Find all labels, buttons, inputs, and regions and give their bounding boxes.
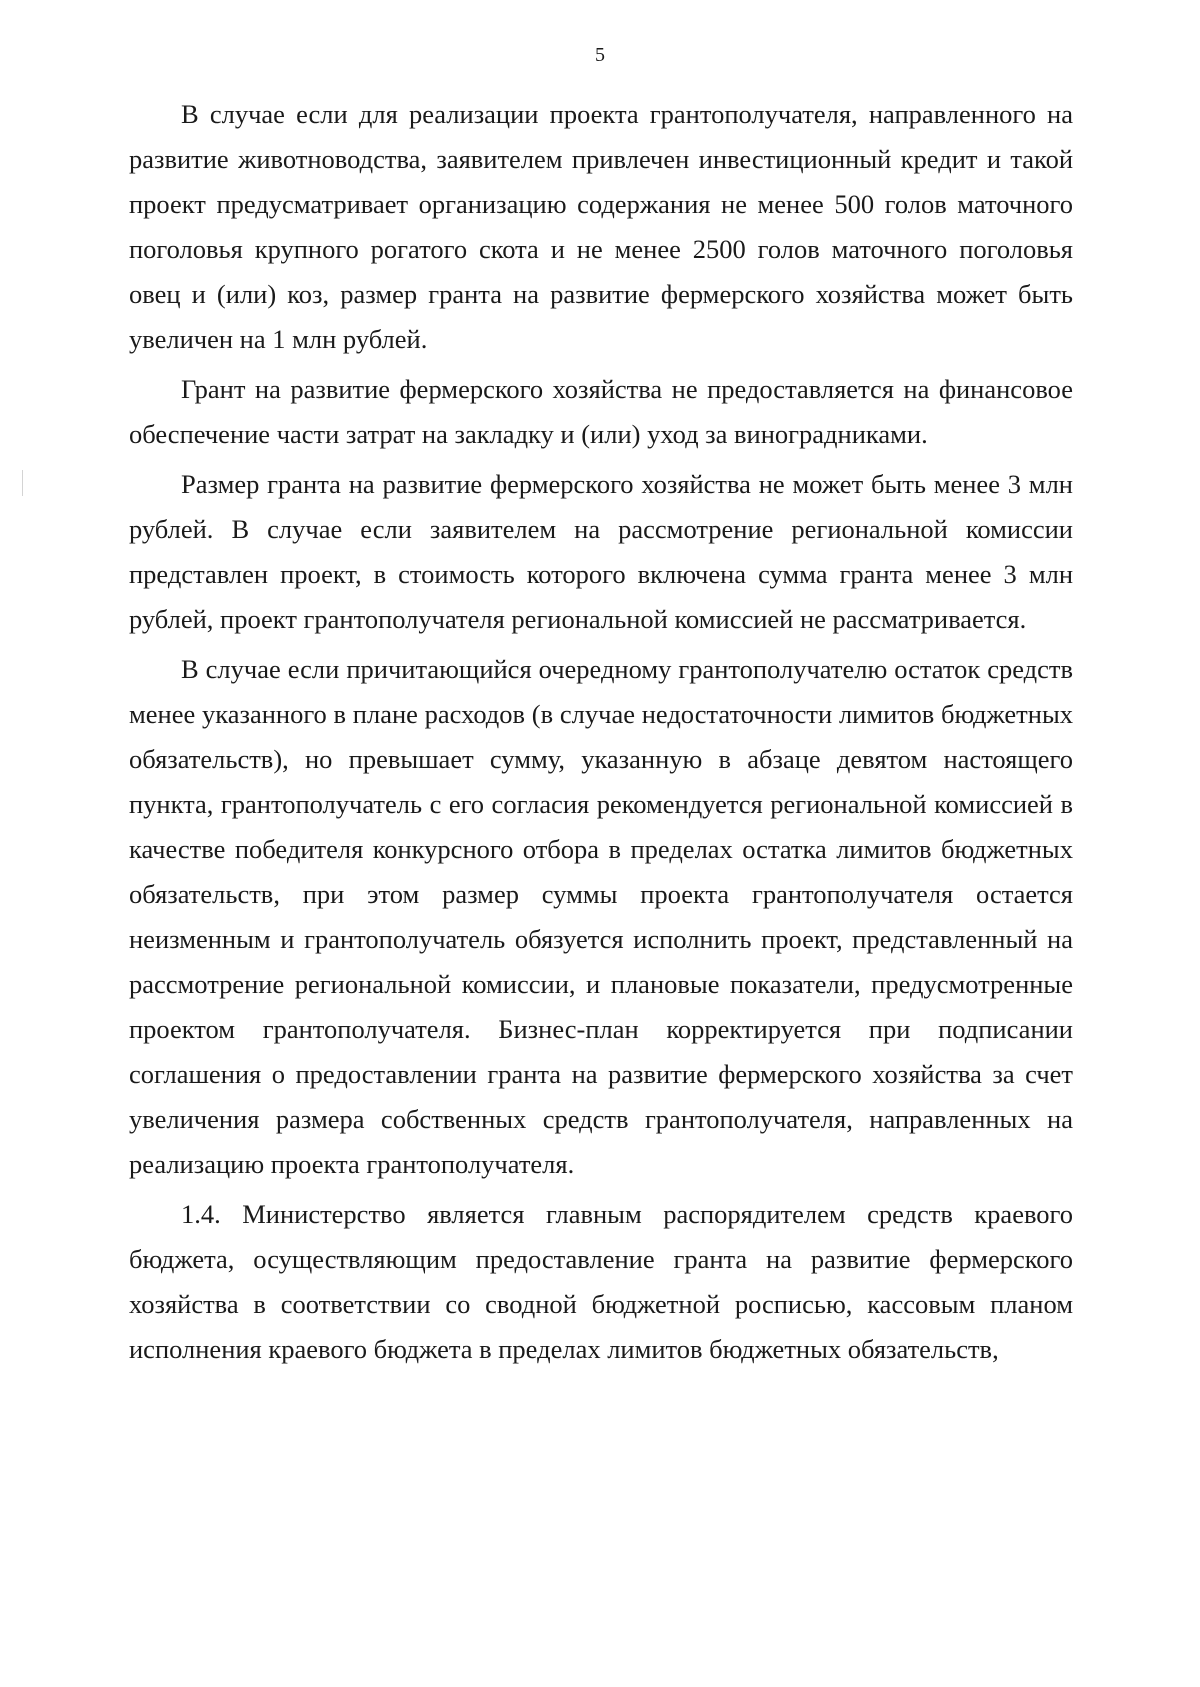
scan-margin-mark	[22, 470, 23, 496]
paragraph-livestock-grant-increase: В случае если для реализации проекта грантополучателя, направленного на развитие животноводства, заявителем привлечен инвестиционный кредит и такой проект предусматривает организацию содержания не менее 500 голов маточного поголовья крупного рогатого скота и не менее 2500 голов маточного поголовья овец и (или) коз, размер гранта на развитие фермерского хозяйства может быть увеличен на 1 млн рублей.	[129, 99, 1073, 354]
body-text	[129, 92, 1073, 1372]
paragraph-ministry-role: 1.4. Министерство является главным распорядителем средств краевого бюджета, осуществляющим предоставление гранта на развитие фермерского хозяйства в соответствии со сводной бюджетной росписью, кассовым планом исполнения краевого бюджета в пределах лимитов бюджетных обязательств,	[129, 1199, 1073, 1364]
paragraph-vineyards-exclusion: Грант на развитие фермерского хозяйства не предоставляется на финансовое обеспечение части затрат на закладку и (или) уход за виноградниками.	[129, 374, 1073, 449]
paragraph-remaining-funds: В случае если причитающийся очередному грантополучателю остаток средств менее указанного в плане расходов (в случае недостаточности лимитов бюджетных обязательств), но превышает сумму, указанную в абзаце девятом настоящего пункта, грантополучатель с его согласия рекомендуется региональной комиссией в качестве победителя конкурсного отбора в пределах остатка лимитов бюджетных обязательств, при этом размер суммы проекта грантополучателя остается неизменным и грантополучатель обязуется исполнить проект, представленный на рассмотрение региональной комиссии, и плановые показатели, предусмотренные проектом грантополучателя. Бизнес-план корректируется при подписании соглашения о предоставлении гранта на развитие фермерского хозяйства за счет увеличения размера собственных средств грантополучателя, направленных на реализацию проекта грантополучателя.	[129, 654, 1073, 1179]
paragraph-minimum-grant-size: Размер гранта на развитие фермерского хозяйства не может быть менее 3 млн рублей. В случае если заявителем на рассмотрение региональной комиссии представлен проект, в стоимость которого включена сумма гранта менее 3 млн рублей, проект грантополучателя региональной комиссией не рассматривается.	[129, 469, 1073, 634]
page-number: 5	[595, 44, 605, 66]
